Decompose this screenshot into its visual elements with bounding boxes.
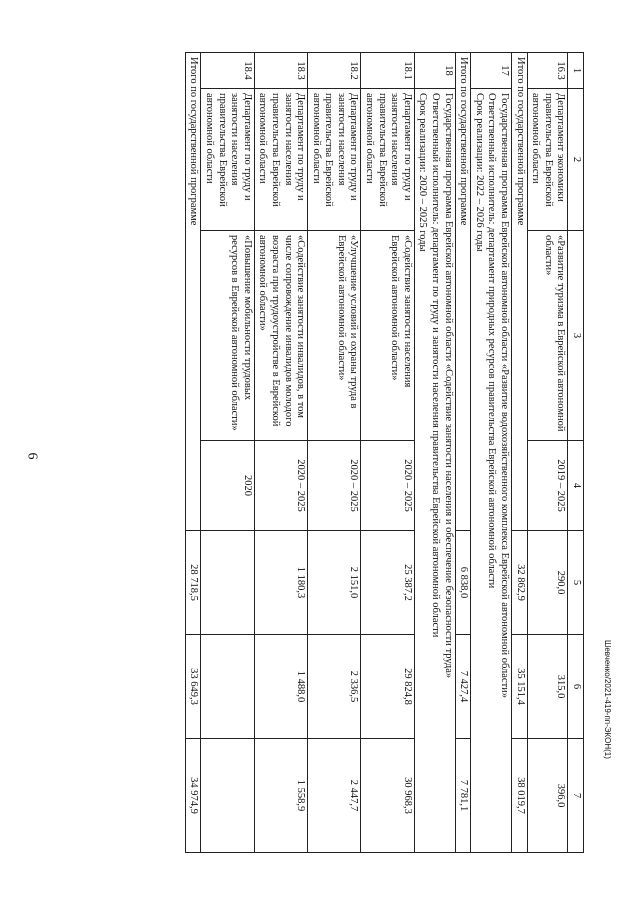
value-cell: 315,0 [527,635,568,739]
program-executor: Ответственный исполнитель: департамент по труду и занятости населения правительства Еврейской автономной области [430,93,442,638]
program-executor: Ответственный исполнитель: департамент природных ресурсов правительства Еврейской автономной области [486,93,498,589]
row-number: 18.4 [201,53,254,89]
row-number: 18.2 [308,53,361,89]
value-cell [201,635,254,739]
value-cell: 29 824,8 [361,635,414,739]
value-cell [201,739,254,853]
period-cell: 2020 [201,441,254,531]
period-cell: 2020 – 2025 [361,441,414,531]
value-cell: 396,0 [527,739,568,853]
header-cell: 2 [568,89,584,231]
value-cell: 2 336,5 [308,635,361,739]
header-cell: 3 [568,231,584,441]
total-row [455,53,471,853]
program-row [414,53,455,853]
program-title-cell: «Содействие занятости инвалидов, в том числе сопровождение инвалидов молодого возраста при трудоустройстве в Еврейской автономной области» [254,231,307,441]
department-cell: Департамент по труду и занятости населения правительства Еврейской автономной области [308,89,361,231]
period-cell: 2020 – 2025 [308,441,361,531]
total-value: 7 427,4 [455,635,471,739]
rotated-table-wrapper [104,52,584,852]
period-cell: 2020 – 2025 [254,441,307,531]
total-value: 6 838,0 [455,531,471,635]
total-label: Итого по государственной программе [455,53,471,531]
row-number: 17 [471,53,512,89]
program-term: Срок реализации: 2022 – 2026 годы [473,93,485,252]
program-name: Государственная программа Еврейской автономной области «Развитие водохозяйственного комплекса Еврейской автономной области» [499,93,511,699]
row-number: 16.3 [527,53,568,89]
value-cell: 2 447,7 [308,739,361,853]
total-value: 33 649,3 [185,635,201,739]
total-value: 7 781,1 [455,739,471,853]
value-cell: 1 180,3 [254,531,307,635]
value-cell: 25 387,2 [361,531,414,635]
program-title-cell: «Повышение мобильности трудовых ресурсов в Еврейской автономной области» [201,231,254,441]
table-row [361,53,414,853]
program-term: Срок реализации: 2020 – 2025 годы [417,93,429,252]
value-cell: 2 151,0 [308,531,361,635]
total-value: 35 151,4 [512,635,528,739]
header-cell: 7 [568,739,584,853]
department-cell: Департамент по труду и занятости населения правительства Еврейской автономной области [254,89,307,231]
table-row [254,53,307,853]
value-cell: 1 558,9 [254,739,307,853]
program-name: Государственная программа Еврейской автономной области «Содействие занятости населения и обеспечение безопасности труда» [442,93,454,679]
document-stamp: Шевченко/2021-419-пп-ЭКОН(1) [603,640,612,759]
total-row [512,53,528,853]
program-description [471,89,512,853]
header-cell: 5 [568,531,584,635]
value-cell: 30 968,3 [361,739,414,853]
row-number: 18 [414,53,455,89]
program-title-cell: «Развитие туризма в Еврейской автономной области» [527,231,568,441]
total-row [185,53,201,853]
total-label: Итого по государственной программе [185,53,201,531]
program-title-cell: «Содействие занятости населения Еврейской автономной области» [361,231,414,441]
period-cell: 2019 – 2025 [527,441,568,531]
row-number: 18.3 [254,53,307,89]
program-title-cell: «Улучшение условий и охраны труда в Еврейской автономной области» [308,231,361,441]
value-cell [201,531,254,635]
total-value: 28 718,5 [185,531,201,635]
department-cell: Департамент экономики правительства Еврейской автономной области [527,89,568,231]
total-value: 34 974,9 [185,739,201,853]
header-cell: 4 [568,441,584,531]
total-value: 32 862,9 [512,531,528,635]
table-row [308,53,361,853]
row-number: 18.1 [361,53,414,89]
department-cell: Департамент по труду и занятости населения правительства Еврейской автономной области [361,89,414,231]
program-description [414,89,455,853]
header-row [568,53,584,853]
total-value: 38 019,7 [512,739,528,853]
header-cell: 1 [568,53,584,89]
total-label: Итого по государственной программе [512,53,528,531]
table-row [527,53,568,853]
header-cell: 6 [568,635,584,739]
value-cell: 290,0 [527,531,568,635]
page-number: 6 [24,452,40,460]
department-cell: Департамент по труду и занятости населения правительства Еврейской автономной области [201,89,254,231]
value-cell: 1 488,0 [254,635,307,739]
program-row [471,53,512,853]
table-row [201,53,254,853]
budget-table [185,52,584,853]
